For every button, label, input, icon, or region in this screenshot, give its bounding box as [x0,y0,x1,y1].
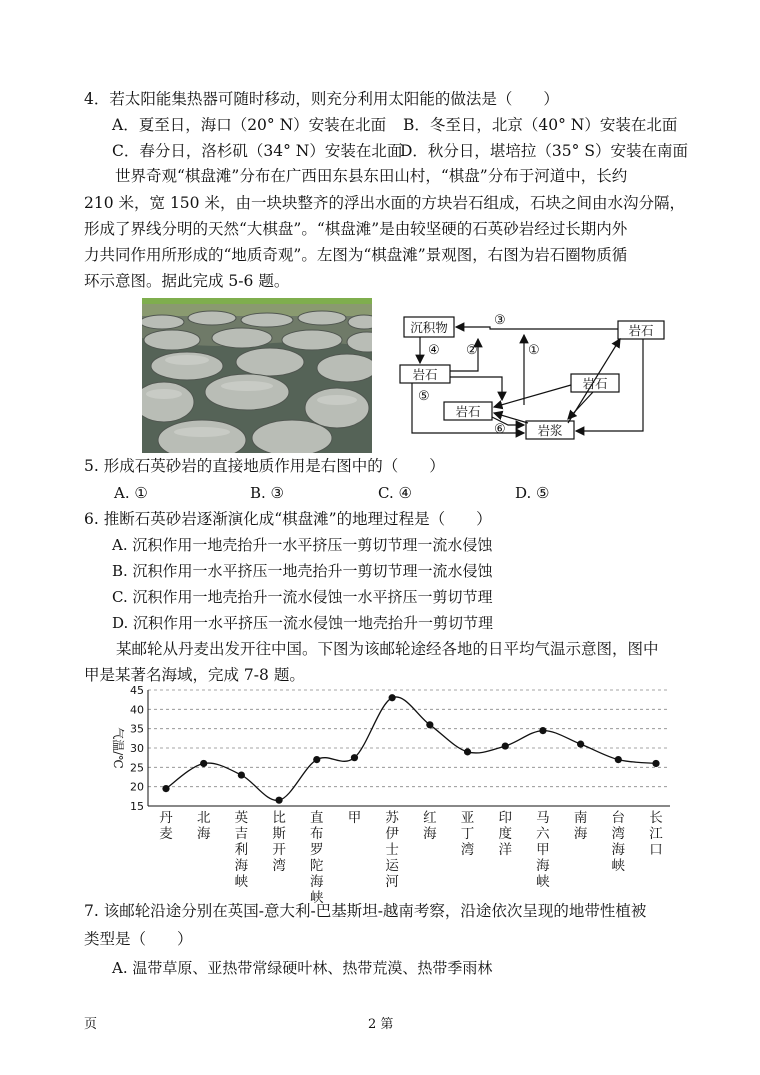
diagram-rock-right-label: 岩石 [628,323,654,338]
diagram-rock-left-label: 岩石 [412,367,438,382]
data-point-1 [200,760,207,767]
data-point-8 [464,748,471,755]
diagram-num-3: ③ [494,313,506,328]
passage2-line-1: 某邮轮从丹麦出发开往中国。下图为该邮轮途经各地的日平均气温示意图，图中 [116,640,659,658]
q5-stem: 5. 形成石英砂岩的直接地质作用是右图中的（ ） [84,457,445,475]
q5-option-d: D. ⑤ [515,484,550,502]
x-tick-label-9: 印度洋 [498,810,512,858]
data-point-4 [313,756,320,763]
diagram-sediment-label: 沉积物 [410,320,448,335]
x-tick-label-7: 红海 [423,810,437,842]
page-number: 2 第 [368,1017,394,1032]
q6-option-c: C. 沉积作用一地壳抬升一流水侵蚀一水平挤压一剪切节理 [112,588,493,606]
q7-stem-line-1: 7. 该邮轮沿途分别在英国-意大利-巴基斯坦-越南考察，沿途依次呈现的地带性植被 [84,902,647,920]
data-point-11 [577,741,584,748]
passage1-line-4: 力共同作用所形成的“地质奇观”。左图为“棋盘滩”景观图，右图为岩石圈物质循 [84,246,628,264]
q6-option-a: A. 沉积作用一地壳抬升一水平挤压一剪切节理一流水侵蚀 [112,536,493,554]
data-point-0 [162,785,169,792]
passage2-line-2: 甲是某著名海域，完成 7-8 题。 [84,666,305,684]
q4-option-b: B．冬至日，北京（40° N）安装在北面 [403,116,678,134]
y-tick-label: 25 [130,761,144,775]
q4-option-d: D．秋分日，堪培拉（35° S）安装在南面 [400,142,688,160]
y-tick-label: 45 [130,684,144,697]
y-tick-label: 20 [130,780,144,794]
footer-left: 页 [84,1017,98,1032]
data-point-3 [275,797,282,804]
x-tick-label-1: 北海 [196,810,211,842]
x-tick-label-13: 长江口 [649,810,663,858]
x-tick-label-0: 丹麦 [159,810,173,842]
passage1-line-3: 形成了界线分明的天然“大棋盘”。“棋盘滩”是由较坚硬的石英砂岩经过长期内外 [84,220,628,238]
data-point-12 [615,756,622,763]
y-tick-label: 30 [130,742,144,755]
y-tick-label: 15 [130,800,144,812]
temperature-line [166,697,656,800]
data-point-10 [539,727,546,734]
diagram-num-1: ① [528,343,540,358]
chessboard-beach-photo [142,298,372,453]
q7-option-a: A. 温带草原、亚热带常绿硬叶林、热带荒漠、热带季雨林 [112,959,493,977]
diagram-rock-midright-label: 岩石 [582,376,608,391]
x-tick-label-5: 甲 [347,810,362,826]
q5-option-c: C. ④ [378,484,412,502]
diagram-magma-label: 岩浆 [537,423,563,438]
y-axis-label: 气温/℃ [111,727,125,769]
passage1-line-1: 世界奇观“棋盘滩”分布在广西田东县东田山村，“棋盘”分布于河道中，长约 [115,167,628,185]
passage1-line-5: 环示意图。据此完成 5-6 题。 [84,272,290,290]
q5-option-b: B. ③ [250,484,285,502]
rock-cycle-diagram [398,305,668,445]
data-point-5 [351,754,358,761]
x-tick-label-12: 台湾海峡 [611,810,626,874]
diagram-num-5: ⑤ [418,389,430,404]
data-point-13 [652,760,659,767]
x-tick-label-10: 马六甲海峡 [536,810,550,890]
data-point-9 [502,742,509,749]
data-point-7 [426,721,433,728]
data-point-6 [389,694,396,701]
q6-option-d: D. 沉积作用一水平挤压一流水侵蚀一地壳抬升一剪切节理 [112,614,494,632]
diagram-num-2: ② [466,343,478,358]
passage1-line-2: 210 米，宽 150 米，由一块块整齐的浮出水面的方块岩石组成，石块之间由水沟分隔， [84,194,685,212]
x-tick-label-6: 苏伊士运河 [385,810,399,890]
y-tick-label: 35 [130,722,144,736]
diagram-num-6: ⑥ [494,422,506,437]
q4-option-a: A．夏至日，海口（20° N）安装在北面 [112,116,387,134]
x-tick-label-11: 南海 [573,810,588,842]
diagram-num-4: ④ [428,343,440,358]
x-tick-label-4: 直布罗陀海峡 [310,810,324,906]
data-point-2 [238,771,245,778]
q4-stem: 4．若太阳能集热器可随时移动，则充分利用太阳能的做法是（ ） [84,90,559,108]
x-tick-label-8: 亚丁湾 [460,810,475,858]
q4-option-c: C．春分日，洛杉矶（34° N）安装在北面 [112,142,403,160]
diagram-rock-center-label: 岩石 [455,404,481,419]
q7-stem-line-2: 类型是（ ） [84,930,193,948]
q6-stem: 6. 推断石英砂岩逐渐演化成“棋盘滩”的地理过程是（ ） [84,510,492,528]
x-tick-label-2: 英吉利海峡 [234,810,249,890]
y-tick-label: 40 [130,703,144,717]
x-tick-label-3: 比斯开湾 [272,810,286,874]
q5-option-a: A. ① [114,484,148,502]
q6-option-b: B. 沉积作用一水平挤压一地壳抬升一剪切节理一流水侵蚀 [112,562,493,580]
